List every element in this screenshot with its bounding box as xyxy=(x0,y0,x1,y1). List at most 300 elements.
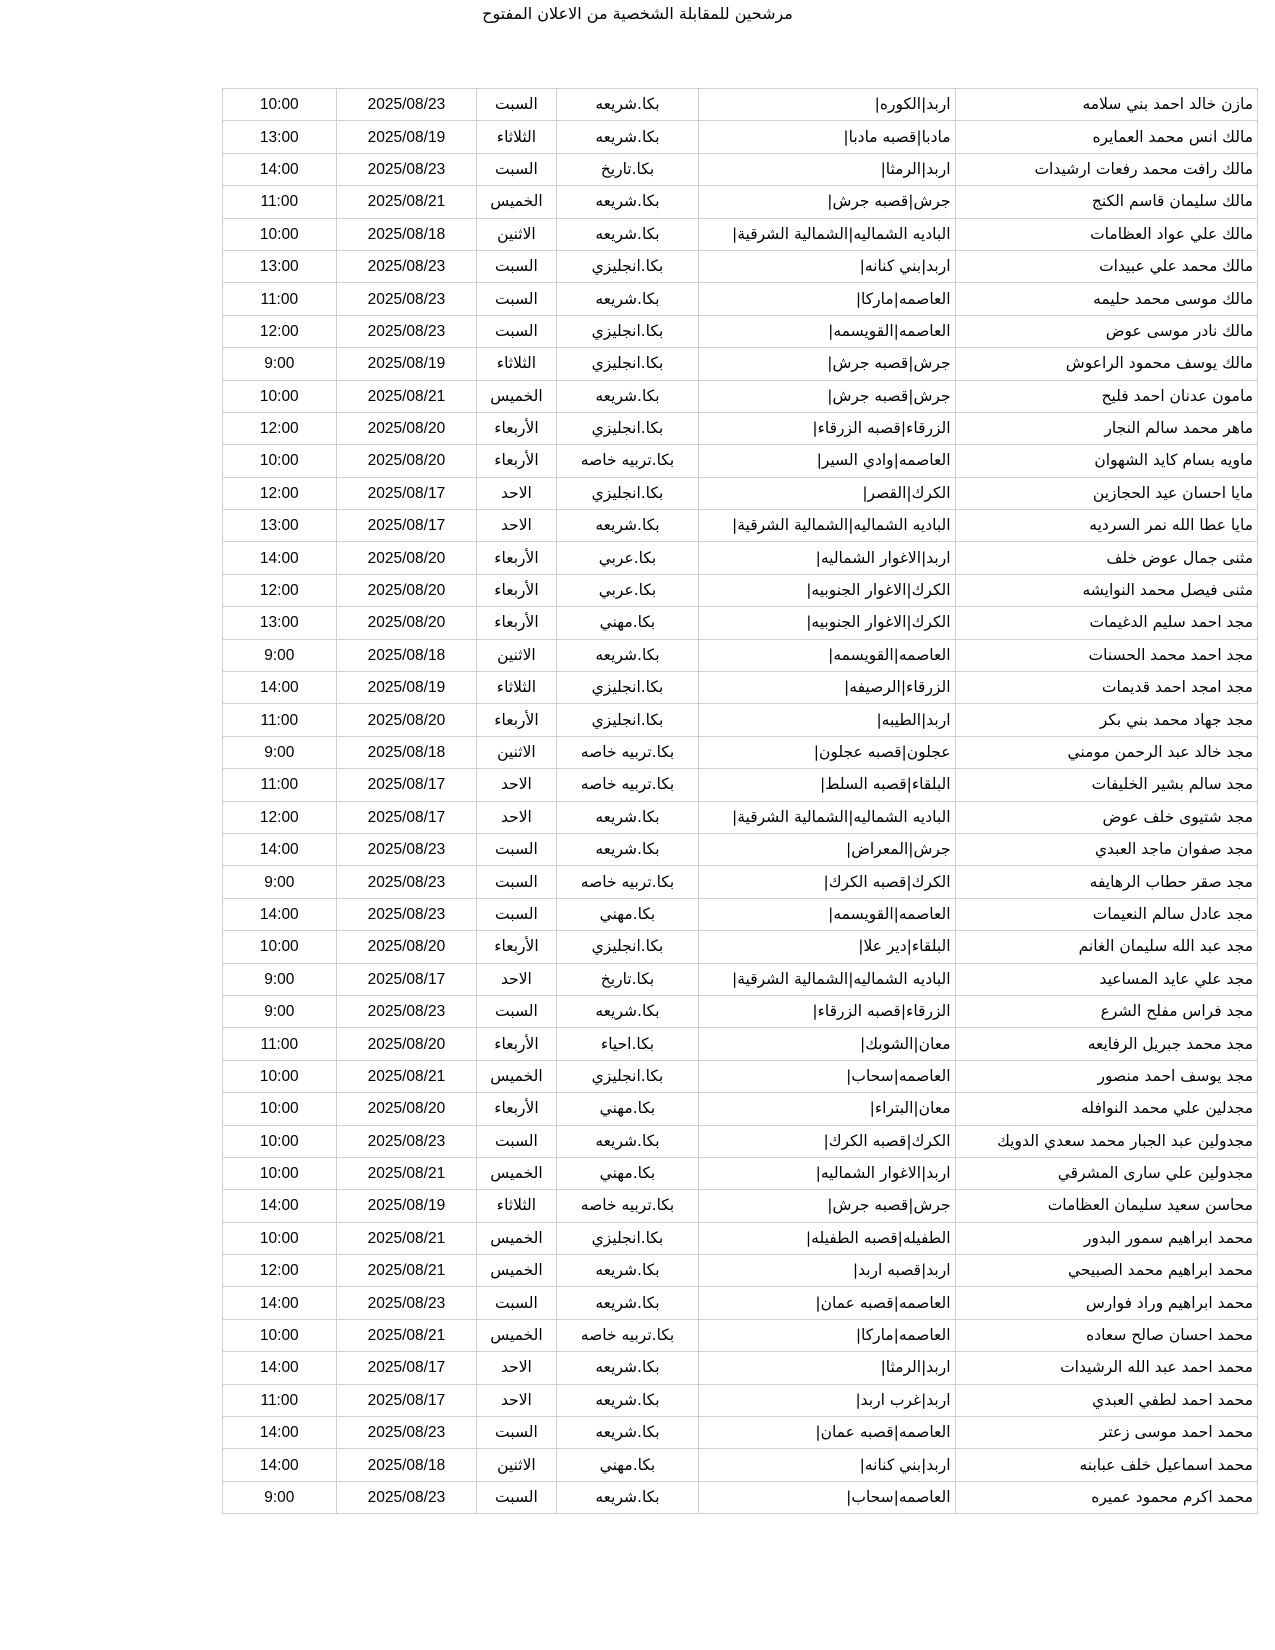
table-row xyxy=(223,1028,1258,1060)
table-row xyxy=(223,898,1258,930)
day-cell: السبت xyxy=(477,250,556,282)
date-cell: 2025/08/18 xyxy=(336,639,477,671)
candidate-name-cell: مجدولين علي سارى المشرقي xyxy=(955,1157,1257,1189)
specialization-cell: بكا.انجليزي xyxy=(556,931,699,963)
date-cell: 2025/08/17 xyxy=(336,1384,477,1416)
specialization-cell: بكا.شريعه xyxy=(556,1384,699,1416)
table-row xyxy=(223,1060,1258,1092)
day-cell: الأربعاء xyxy=(477,574,556,606)
day-cell: الاحد xyxy=(477,510,556,542)
time-cell: 10:00 xyxy=(223,1157,337,1189)
date-cell: 2025/08/23 xyxy=(336,283,477,315)
time-cell: 10:00 xyxy=(223,931,337,963)
date-cell: 2025/08/19 xyxy=(336,348,477,380)
day-cell: الخميس xyxy=(477,1255,556,1287)
candidate-name-cell: مجد سالم بشير الخليفات xyxy=(955,769,1257,801)
time-cell: 10:00 xyxy=(223,89,337,121)
area-cell: معان|البتراء| xyxy=(699,1093,955,1125)
candidate-name-cell: مجد خالد عبد الرحمن مومني xyxy=(955,736,1257,768)
time-cell: 9:00 xyxy=(223,866,337,898)
time-cell: 12:00 xyxy=(223,801,337,833)
day-cell: الاحد xyxy=(477,769,556,801)
time-cell: 12:00 xyxy=(223,315,337,347)
candidate-name-cell: محاسن سعيد سليمان العظامات xyxy=(955,1190,1257,1222)
specialization-cell: بكا.تربيه خاصه xyxy=(556,445,699,477)
day-cell: الاثنين xyxy=(477,1449,556,1481)
area-cell: اربد|الرمثا| xyxy=(699,1352,955,1384)
time-cell: 14:00 xyxy=(223,542,337,574)
time-cell: 10:00 xyxy=(223,1060,337,1092)
time-cell: 9:00 xyxy=(223,736,337,768)
area-cell: اربد|الكوره| xyxy=(699,89,955,121)
candidate-name-cell: مجد محمد جبريل الرفايعه xyxy=(955,1028,1257,1060)
day-cell: السبت xyxy=(477,995,556,1027)
specialization-cell: بكا.انجليزي xyxy=(556,1222,699,1254)
time-cell: 11:00 xyxy=(223,283,337,315)
specialization-cell: بكا.انجليزي xyxy=(556,348,699,380)
area-cell: الكرك|القصر| xyxy=(699,477,955,509)
time-cell: 14:00 xyxy=(223,1287,337,1319)
table-row xyxy=(223,1255,1258,1287)
day-cell: الخميس xyxy=(477,1060,556,1092)
date-cell: 2025/08/23 xyxy=(336,1287,477,1319)
specialization-cell: بكا.شريعه xyxy=(556,218,699,250)
candidate-name-cell: مجد صفوان ماجد العبدي xyxy=(955,833,1257,865)
table-row xyxy=(223,510,1258,542)
area-cell: الباديه الشماليه|الشمالية الشرقية| xyxy=(699,510,955,542)
area-cell: جرش|قصبه جرش| xyxy=(699,186,955,218)
specialization-cell: بكا.شريعه xyxy=(556,1125,699,1157)
time-cell: 14:00 xyxy=(223,898,337,930)
area-cell: اربد|الاغوار الشماليه| xyxy=(699,1157,955,1189)
specialization-cell: بكا.مهني xyxy=(556,607,699,639)
candidate-name-cell: مجد يوسف احمد منصور xyxy=(955,1060,1257,1092)
candidate-name-cell: مثنى جمال عوض خلف xyxy=(955,542,1257,574)
area-cell: العاصمه|ماركا| xyxy=(699,283,955,315)
candidate-name-cell: مازن خالد احمد بني سلامه xyxy=(955,89,1257,121)
day-cell: السبت xyxy=(477,1481,556,1513)
date-cell: 2025/08/20 xyxy=(336,445,477,477)
candidate-name-cell: مجد عبد الله سليمان الغانم xyxy=(955,931,1257,963)
date-cell: 2025/08/19 xyxy=(336,672,477,704)
specialization-cell: بكا.احياء xyxy=(556,1028,699,1060)
day-cell: السبت xyxy=(477,833,556,865)
table-row xyxy=(223,89,1258,121)
day-cell: الاثنين xyxy=(477,639,556,671)
date-cell: 2025/08/20 xyxy=(336,1093,477,1125)
day-cell: الاحد xyxy=(477,963,556,995)
candidate-name-cell: محمد اكرم محمود عميره xyxy=(955,1481,1257,1513)
table-row xyxy=(223,833,1258,865)
time-cell: 14:00 xyxy=(223,1190,337,1222)
specialization-cell: بكا.شريعه xyxy=(556,380,699,412)
candidate-name-cell: مثنى فيصل محمد النوايشه xyxy=(955,574,1257,606)
time-cell: 9:00 xyxy=(223,639,337,671)
table-row xyxy=(223,1287,1258,1319)
day-cell: السبت xyxy=(477,315,556,347)
date-cell: 2025/08/18 xyxy=(336,1449,477,1481)
table-row xyxy=(223,1222,1258,1254)
table-row xyxy=(223,1384,1258,1416)
table-row xyxy=(223,380,1258,412)
table-row xyxy=(223,1417,1258,1449)
specialization-cell: بكا.شريعه xyxy=(556,801,699,833)
day-cell: الخميس xyxy=(477,186,556,218)
table-row xyxy=(223,477,1258,509)
day-cell: الأربعاء xyxy=(477,607,556,639)
date-cell: 2025/08/23 xyxy=(336,250,477,282)
area-cell: جرش|قصبه جرش| xyxy=(699,348,955,380)
table-row xyxy=(223,1449,1258,1481)
specialization-cell: بكا.مهني xyxy=(556,1449,699,1481)
specialization-cell: بكا.تربيه خاصه xyxy=(556,1190,699,1222)
time-cell: 12:00 xyxy=(223,1255,337,1287)
candidate-name-cell: محمد احسان صالح سعاده xyxy=(955,1319,1257,1351)
time-cell: 10:00 xyxy=(223,1093,337,1125)
specialization-cell: بكا.عربي xyxy=(556,574,699,606)
area-cell: اربد|غرب اربد| xyxy=(699,1384,955,1416)
time-cell: 10:00 xyxy=(223,1125,337,1157)
time-cell: 12:00 xyxy=(223,477,337,509)
time-cell: 14:00 xyxy=(223,1417,337,1449)
time-cell: 9:00 xyxy=(223,1481,337,1513)
area-cell: مادبا|قصبه مادبا| xyxy=(699,121,955,153)
specialization-cell: بكا.تربيه خاصه xyxy=(556,1319,699,1351)
time-cell: 13:00 xyxy=(223,121,337,153)
candidate-name-cell: مجد احمد سليم الدغيمات xyxy=(955,607,1257,639)
date-cell: 2025/08/23 xyxy=(336,866,477,898)
specialization-cell: بكا.تربيه خاصه xyxy=(556,736,699,768)
date-cell: 2025/08/17 xyxy=(336,510,477,542)
candidate-name-cell: مالك رافت محمد رفعات ارشيدات xyxy=(955,153,1257,185)
specialization-cell: بكا.انجليزي xyxy=(556,412,699,444)
candidate-name-cell: مجد جهاد محمد بني بكر xyxy=(955,704,1257,736)
table-row xyxy=(223,348,1258,380)
time-cell: 13:00 xyxy=(223,250,337,282)
day-cell: الخميس xyxy=(477,1222,556,1254)
candidate-name-cell: محمد احمد عبد الله الرشيدات xyxy=(955,1352,1257,1384)
time-cell: 14:00 xyxy=(223,672,337,704)
specialization-cell: بكا.شريعه xyxy=(556,1255,699,1287)
area-cell: العاصمه|قصبه عمان| xyxy=(699,1417,955,1449)
date-cell: 2025/08/21 xyxy=(336,1157,477,1189)
table-row xyxy=(223,283,1258,315)
specialization-cell: بكا.انجليزي xyxy=(556,315,699,347)
candidate-name-cell: مايا احسان عيد الحجازين xyxy=(955,477,1257,509)
candidate-name-cell: محمد ابراهيم وراد فوارس xyxy=(955,1287,1257,1319)
date-cell: 2025/08/18 xyxy=(336,218,477,250)
specialization-cell: بكا.شريعه xyxy=(556,995,699,1027)
area-cell: العاصمه|القويسمه| xyxy=(699,639,955,671)
day-cell: السبت xyxy=(477,89,556,121)
date-cell: 2025/08/21 xyxy=(336,1222,477,1254)
table-row xyxy=(223,574,1258,606)
time-cell: 11:00 xyxy=(223,1384,337,1416)
day-cell: الأربعاء xyxy=(477,542,556,574)
table-row xyxy=(223,1093,1258,1125)
area-cell: البلقاء|قصبه السلط| xyxy=(699,769,955,801)
table-row xyxy=(223,1319,1258,1351)
date-cell: 2025/08/19 xyxy=(336,121,477,153)
specialization-cell: بكا.تاريخ xyxy=(556,963,699,995)
area-cell: الزرقاء|قصبه الزرقاء| xyxy=(699,995,955,1027)
time-cell: 11:00 xyxy=(223,769,337,801)
area-cell: الكرك|الاغوار الجنوبيه| xyxy=(699,607,955,639)
candidates-table xyxy=(222,88,1258,1514)
time-cell: 10:00 xyxy=(223,445,337,477)
area-cell: اربد|بني كنانه| xyxy=(699,1449,955,1481)
specialization-cell: بكا.شريعه xyxy=(556,1417,699,1449)
day-cell: الاثنين xyxy=(477,218,556,250)
date-cell: 2025/08/23 xyxy=(336,1417,477,1449)
area-cell: العاصمه|ماركا| xyxy=(699,1319,955,1351)
candidate-name-cell: مالك يوسف محمود الراعوش xyxy=(955,348,1257,380)
day-cell: السبت xyxy=(477,1417,556,1449)
specialization-cell: بكا.تربيه خاصه xyxy=(556,866,699,898)
area-cell: العاصمه|سحاب| xyxy=(699,1481,955,1513)
day-cell: السبت xyxy=(477,898,556,930)
day-cell: الأربعاء xyxy=(477,412,556,444)
date-cell: 2025/08/20 xyxy=(336,1028,477,1060)
date-cell: 2025/08/23 xyxy=(336,153,477,185)
candidate-name-cell: مجد علي عايد المساعيد xyxy=(955,963,1257,995)
specialization-cell: بكا.شريعه xyxy=(556,833,699,865)
date-cell: 2025/08/23 xyxy=(336,89,477,121)
time-cell: 14:00 xyxy=(223,1449,337,1481)
date-cell: 2025/08/20 xyxy=(336,931,477,963)
area-cell: العاصمه|سحاب| xyxy=(699,1060,955,1092)
table-row xyxy=(223,1190,1258,1222)
date-cell: 2025/08/21 xyxy=(336,186,477,218)
specialization-cell: بكا.شريعه xyxy=(556,1481,699,1513)
specialization-cell: بكا.انجليزي xyxy=(556,250,699,282)
candidate-name-cell: مجد شتيوى خلف عوض xyxy=(955,801,1257,833)
table-row xyxy=(223,866,1258,898)
area-cell: الطفيله|قصبه الطفيله| xyxy=(699,1222,955,1254)
area-cell: العاصمه|القويسمه| xyxy=(699,315,955,347)
candidate-name-cell: مجدولين عبد الجبار محمد سعدي الدويك xyxy=(955,1125,1257,1157)
candidate-name-cell: مجد امجد احمد قديمات xyxy=(955,672,1257,704)
date-cell: 2025/08/20 xyxy=(336,412,477,444)
day-cell: الأربعاء xyxy=(477,931,556,963)
table-row xyxy=(223,218,1258,250)
day-cell: الأربعاء xyxy=(477,1093,556,1125)
table-row xyxy=(223,607,1258,639)
table-row xyxy=(223,672,1258,704)
table-row xyxy=(223,1352,1258,1384)
candidate-name-cell: ماويه بسام كايد الشهوان xyxy=(955,445,1257,477)
day-cell: الخميس xyxy=(477,380,556,412)
area-cell: اربد|الاغوار الشماليه| xyxy=(699,542,955,574)
candidate-name-cell: مالك سليمان قاسم الكنج xyxy=(955,186,1257,218)
day-cell: الاثنين xyxy=(477,736,556,768)
date-cell: 2025/08/20 xyxy=(336,574,477,606)
specialization-cell: بكا.شريعه xyxy=(556,121,699,153)
date-cell: 2025/08/21 xyxy=(336,380,477,412)
time-cell: 12:00 xyxy=(223,574,337,606)
specialization-cell: بكا.شريعه xyxy=(556,186,699,218)
table-row xyxy=(223,639,1258,671)
table-row xyxy=(223,250,1258,282)
candidate-name-cell: مجدلين علي محمد النوافله xyxy=(955,1093,1257,1125)
specialization-cell: بكا.انجليزي xyxy=(556,477,699,509)
specialization-cell: بكا.شريعه xyxy=(556,1352,699,1384)
date-cell: 2025/08/23 xyxy=(336,833,477,865)
time-cell: 13:00 xyxy=(223,607,337,639)
specialization-cell: بكا.تاريخ xyxy=(556,153,699,185)
candidate-name-cell: مجد عادل سالم النعيمات xyxy=(955,898,1257,930)
time-cell: 10:00 xyxy=(223,1222,337,1254)
area-cell: الكرك|الاغوار الجنوبيه| xyxy=(699,574,955,606)
date-cell: 2025/08/23 xyxy=(336,1481,477,1513)
candidates-table-body xyxy=(223,89,1258,1514)
area-cell: الباديه الشماليه|الشمالية الشرقية| xyxy=(699,218,955,250)
table-row xyxy=(223,963,1258,995)
day-cell: الاحد xyxy=(477,1384,556,1416)
candidate-name-cell: محمد اسماعيل خلف عبابنه xyxy=(955,1449,1257,1481)
time-cell: 14:00 xyxy=(223,1352,337,1384)
date-cell: 2025/08/17 xyxy=(336,769,477,801)
time-cell: 13:00 xyxy=(223,510,337,542)
day-cell: السبت xyxy=(477,283,556,315)
date-cell: 2025/08/20 xyxy=(336,607,477,639)
area-cell: معان|الشوبك| xyxy=(699,1028,955,1060)
date-cell: 2025/08/23 xyxy=(336,898,477,930)
day-cell: الثلاثاء xyxy=(477,1190,556,1222)
candidate-name-cell: مايا عطا الله نمر السرديه xyxy=(955,510,1257,542)
table-row xyxy=(223,931,1258,963)
specialization-cell: بكا.مهني xyxy=(556,898,699,930)
area-cell: اربد|الطيبه| xyxy=(699,704,955,736)
table-row xyxy=(223,1157,1258,1189)
specialization-cell: بكا.شريعه xyxy=(556,510,699,542)
date-cell: 2025/08/21 xyxy=(336,1319,477,1351)
day-cell: الخميس xyxy=(477,1319,556,1351)
time-cell: 14:00 xyxy=(223,833,337,865)
area-cell: العاصمه|القويسمه| xyxy=(699,898,955,930)
day-cell: الاحد xyxy=(477,477,556,509)
date-cell: 2025/08/23 xyxy=(336,995,477,1027)
day-cell: الخميس xyxy=(477,1157,556,1189)
specialization-cell: بكا.مهني xyxy=(556,1093,699,1125)
time-cell: 11:00 xyxy=(223,186,337,218)
table-row xyxy=(223,801,1258,833)
day-cell: الثلاثاء xyxy=(477,121,556,153)
candidate-name-cell: مالك محمد علي عبيدات xyxy=(955,250,1257,282)
specialization-cell: بكا.شريعه xyxy=(556,283,699,315)
day-cell: الاحد xyxy=(477,801,556,833)
candidate-name-cell: ماهر محمد سالم النجار xyxy=(955,412,1257,444)
specialization-cell: بكا.انجليزي xyxy=(556,1060,699,1092)
date-cell: 2025/08/20 xyxy=(336,704,477,736)
date-cell: 2025/08/18 xyxy=(336,736,477,768)
table-row xyxy=(223,769,1258,801)
date-cell: 2025/08/17 xyxy=(336,1352,477,1384)
area-cell: اربد|قصبه اربد| xyxy=(699,1255,955,1287)
area-cell: اربد|الرمثا| xyxy=(699,153,955,185)
time-cell: 10:00 xyxy=(223,380,337,412)
specialization-cell: بكا.مهني xyxy=(556,1157,699,1189)
table-row xyxy=(223,1481,1258,1513)
area-cell: الباديه الشماليه|الشمالية الشرقية| xyxy=(699,801,955,833)
time-cell: 10:00 xyxy=(223,218,337,250)
candidate-name-cell: مامون عدنان احمد فليح xyxy=(955,380,1257,412)
area-cell: الكرك|قصبه الكرك| xyxy=(699,1125,955,1157)
date-cell: 2025/08/21 xyxy=(336,1060,477,1092)
candidate-name-cell: مالك انس محمد العمايره xyxy=(955,121,1257,153)
day-cell: السبت xyxy=(477,1125,556,1157)
candidate-name-cell: محمد ابراهيم سمور البدور xyxy=(955,1222,1257,1254)
candidate-name-cell: محمد احمد لطفي العبدي xyxy=(955,1384,1257,1416)
candidate-name-cell: مجد صقر حطاب الرهايفه xyxy=(955,866,1257,898)
specialization-cell: بكا.انجليزي xyxy=(556,704,699,736)
day-cell: الأربعاء xyxy=(477,1028,556,1060)
table-row xyxy=(223,736,1258,768)
area-cell: جرش|قصبه جرش| xyxy=(699,380,955,412)
area-cell: الكرك|قصبه الكرك| xyxy=(699,866,955,898)
time-cell: 9:00 xyxy=(223,995,337,1027)
date-cell: 2025/08/20 xyxy=(336,542,477,574)
candidate-name-cell: مجد احمد محمد الحسنات xyxy=(955,639,1257,671)
specialization-cell: بكا.شريعه xyxy=(556,639,699,671)
date-cell: 2025/08/17 xyxy=(336,477,477,509)
date-cell: 2025/08/19 xyxy=(336,1190,477,1222)
area-cell: اربد|بني كنانه| xyxy=(699,250,955,282)
area-cell: العاصمه|وادي السير| xyxy=(699,445,955,477)
area-cell: جرش|قصبه جرش| xyxy=(699,1190,955,1222)
table-row xyxy=(223,186,1258,218)
date-cell: 2025/08/21 xyxy=(336,1255,477,1287)
time-cell: 11:00 xyxy=(223,704,337,736)
table-row xyxy=(223,704,1258,736)
day-cell: السبت xyxy=(477,1287,556,1319)
day-cell: الاحد xyxy=(477,1352,556,1384)
time-cell: 11:00 xyxy=(223,1028,337,1060)
time-cell: 9:00 xyxy=(223,963,337,995)
day-cell: السبت xyxy=(477,153,556,185)
area-cell: الزرقاء|قصبه الزرقاء| xyxy=(699,412,955,444)
specialization-cell: بكا.عربي xyxy=(556,542,699,574)
time-cell: 9:00 xyxy=(223,348,337,380)
area-cell: جرش|المعراض| xyxy=(699,833,955,865)
table-row xyxy=(223,121,1258,153)
time-cell: 14:00 xyxy=(223,153,337,185)
specialization-cell: بكا.انجليزي xyxy=(556,672,699,704)
specialization-cell: بكا.شريعه xyxy=(556,89,699,121)
area-cell: عجلون|قصبه عجلون| xyxy=(699,736,955,768)
candidate-name-cell: محمد احمد موسى زعتر xyxy=(955,1417,1257,1449)
candidate-name-cell: مجد فراس مفلح الشرع xyxy=(955,995,1257,1027)
table-row xyxy=(223,315,1258,347)
date-cell: 2025/08/23 xyxy=(336,315,477,347)
time-cell: 12:00 xyxy=(223,412,337,444)
day-cell: الثلاثاء xyxy=(477,672,556,704)
table-row xyxy=(223,995,1258,1027)
specialization-cell: بكا.تربيه خاصه xyxy=(556,769,699,801)
area-cell: الزرقاء|الرصيفه| xyxy=(699,672,955,704)
table-row xyxy=(223,542,1258,574)
specialization-cell: بكا.شريعه xyxy=(556,1287,699,1319)
day-cell: الأربعاء xyxy=(477,445,556,477)
table-row xyxy=(223,412,1258,444)
area-cell: العاصمه|قصبه عمان| xyxy=(699,1287,955,1319)
time-cell: 10:00 xyxy=(223,1319,337,1351)
candidate-name-cell: مالك علي عواد العظامات xyxy=(955,218,1257,250)
candidate-name-cell: مالك نادر موسى عوض xyxy=(955,315,1257,347)
table-row xyxy=(223,153,1258,185)
candidate-name-cell: محمد ابراهيم محمد الصبيحي xyxy=(955,1255,1257,1287)
day-cell: الأربعاء xyxy=(477,704,556,736)
